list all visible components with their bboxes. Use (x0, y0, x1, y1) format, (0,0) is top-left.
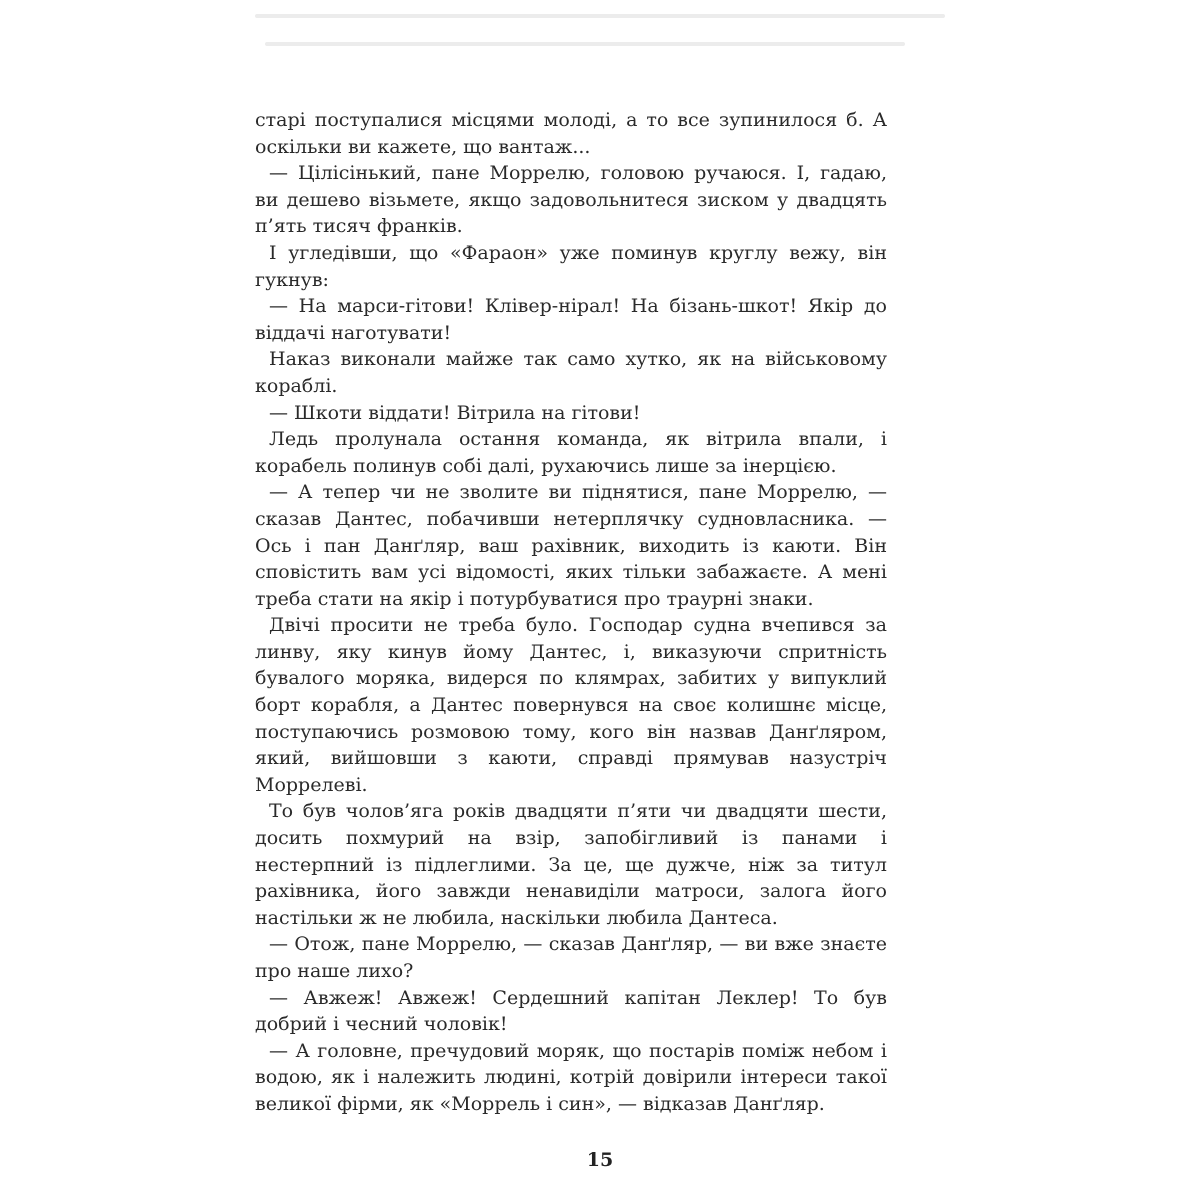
paragraph: — А головне, пречудовий моряк, що постарів поміж небом і водою, як і належить людині, котрій довірили інтереси такої великої фірми, як «Моррель і син», — відказав Данґляр. (255, 1039, 887, 1115)
paragraph: — Шкоти віддати! Вітрила на гітови! (269, 401, 641, 424)
paragraph: — А тепер чи не зволите ви піднятися, пане Моррелю, — сказав Дантес, побачивши нетерплячку судновласника. — Ось і пан Данґляр, ваш рахівник, виходить із каюти. Він сповістить вам усі відомості, яких тільки забажаєте. А мені треба стати на якір і потурбуватися про траурні знаки. (255, 481, 887, 610)
paragraph: То був чолов’яга років двадцяти п’яти чи двадцяти шести, досить похмурий на взір, запобігливий із панами і нестерпний із підлеглими. За це, ще дужче, ніж за титул рахівника, його завжди ненавиділи матроси, залога його настільки ж не любила, наскільки любила Дантеса. (255, 800, 887, 929)
paragraph: — Отож, пане Моррелю, — сказав Данґляр, — ви вже знаєте про наше лихо? (255, 933, 887, 982)
paragraph: — Авжеж! Авжеж! Сердешний капітан Леклер! То був добрий і чесний чоловік! (255, 986, 887, 1036)
paragraph: Наказ виконали майже так само хутко, як на військовому кораблі. (255, 348, 887, 397)
paragraph: І угледівши, що «Фараон» уже поминув круглу вежу, він гукнув: (255, 241, 887, 291)
page-number: 15 (586, 1149, 614, 1171)
body-text (255, 107, 887, 1118)
paragraph: — На марси-гітови! Клівер-нірал! На бізань-шкот! Якір до віддачі наготувати! (255, 295, 887, 344)
paragraph: Двічі просити не треба було. Господар судна вчепився за линву, яку кинув йому Дантес, і, виказуючи спритність бувалого моряка, видерся по клямрах, забитих у випуклий борт корабля, а Дантес повернувся на своє колишнє місце, поступаючись розмовою тому, кого він назвав Данґляром, який, вийшовши з каюти, справді прямував назустріч Моррелеві. (255, 614, 887, 796)
paragraph: Ледь пролунала остання команда, як вітрила впали, і корабель полинув собі далі, рухаючись лише за інерцією. (255, 428, 887, 477)
paragraph: старі поступалися місцями молоді, а то все зупинилося б. А оскільки ви кажете, що вантаж... (255, 109, 887, 158)
paragraph: — Цілісінький, пане Моррелю, головою ручаюся. І, гадаю, ви дешево візьмете, якщо задовольнитеся зиском у двадцять п’ять тисяч франків. (255, 162, 887, 238)
show-through-text (255, 0, 975, 70)
